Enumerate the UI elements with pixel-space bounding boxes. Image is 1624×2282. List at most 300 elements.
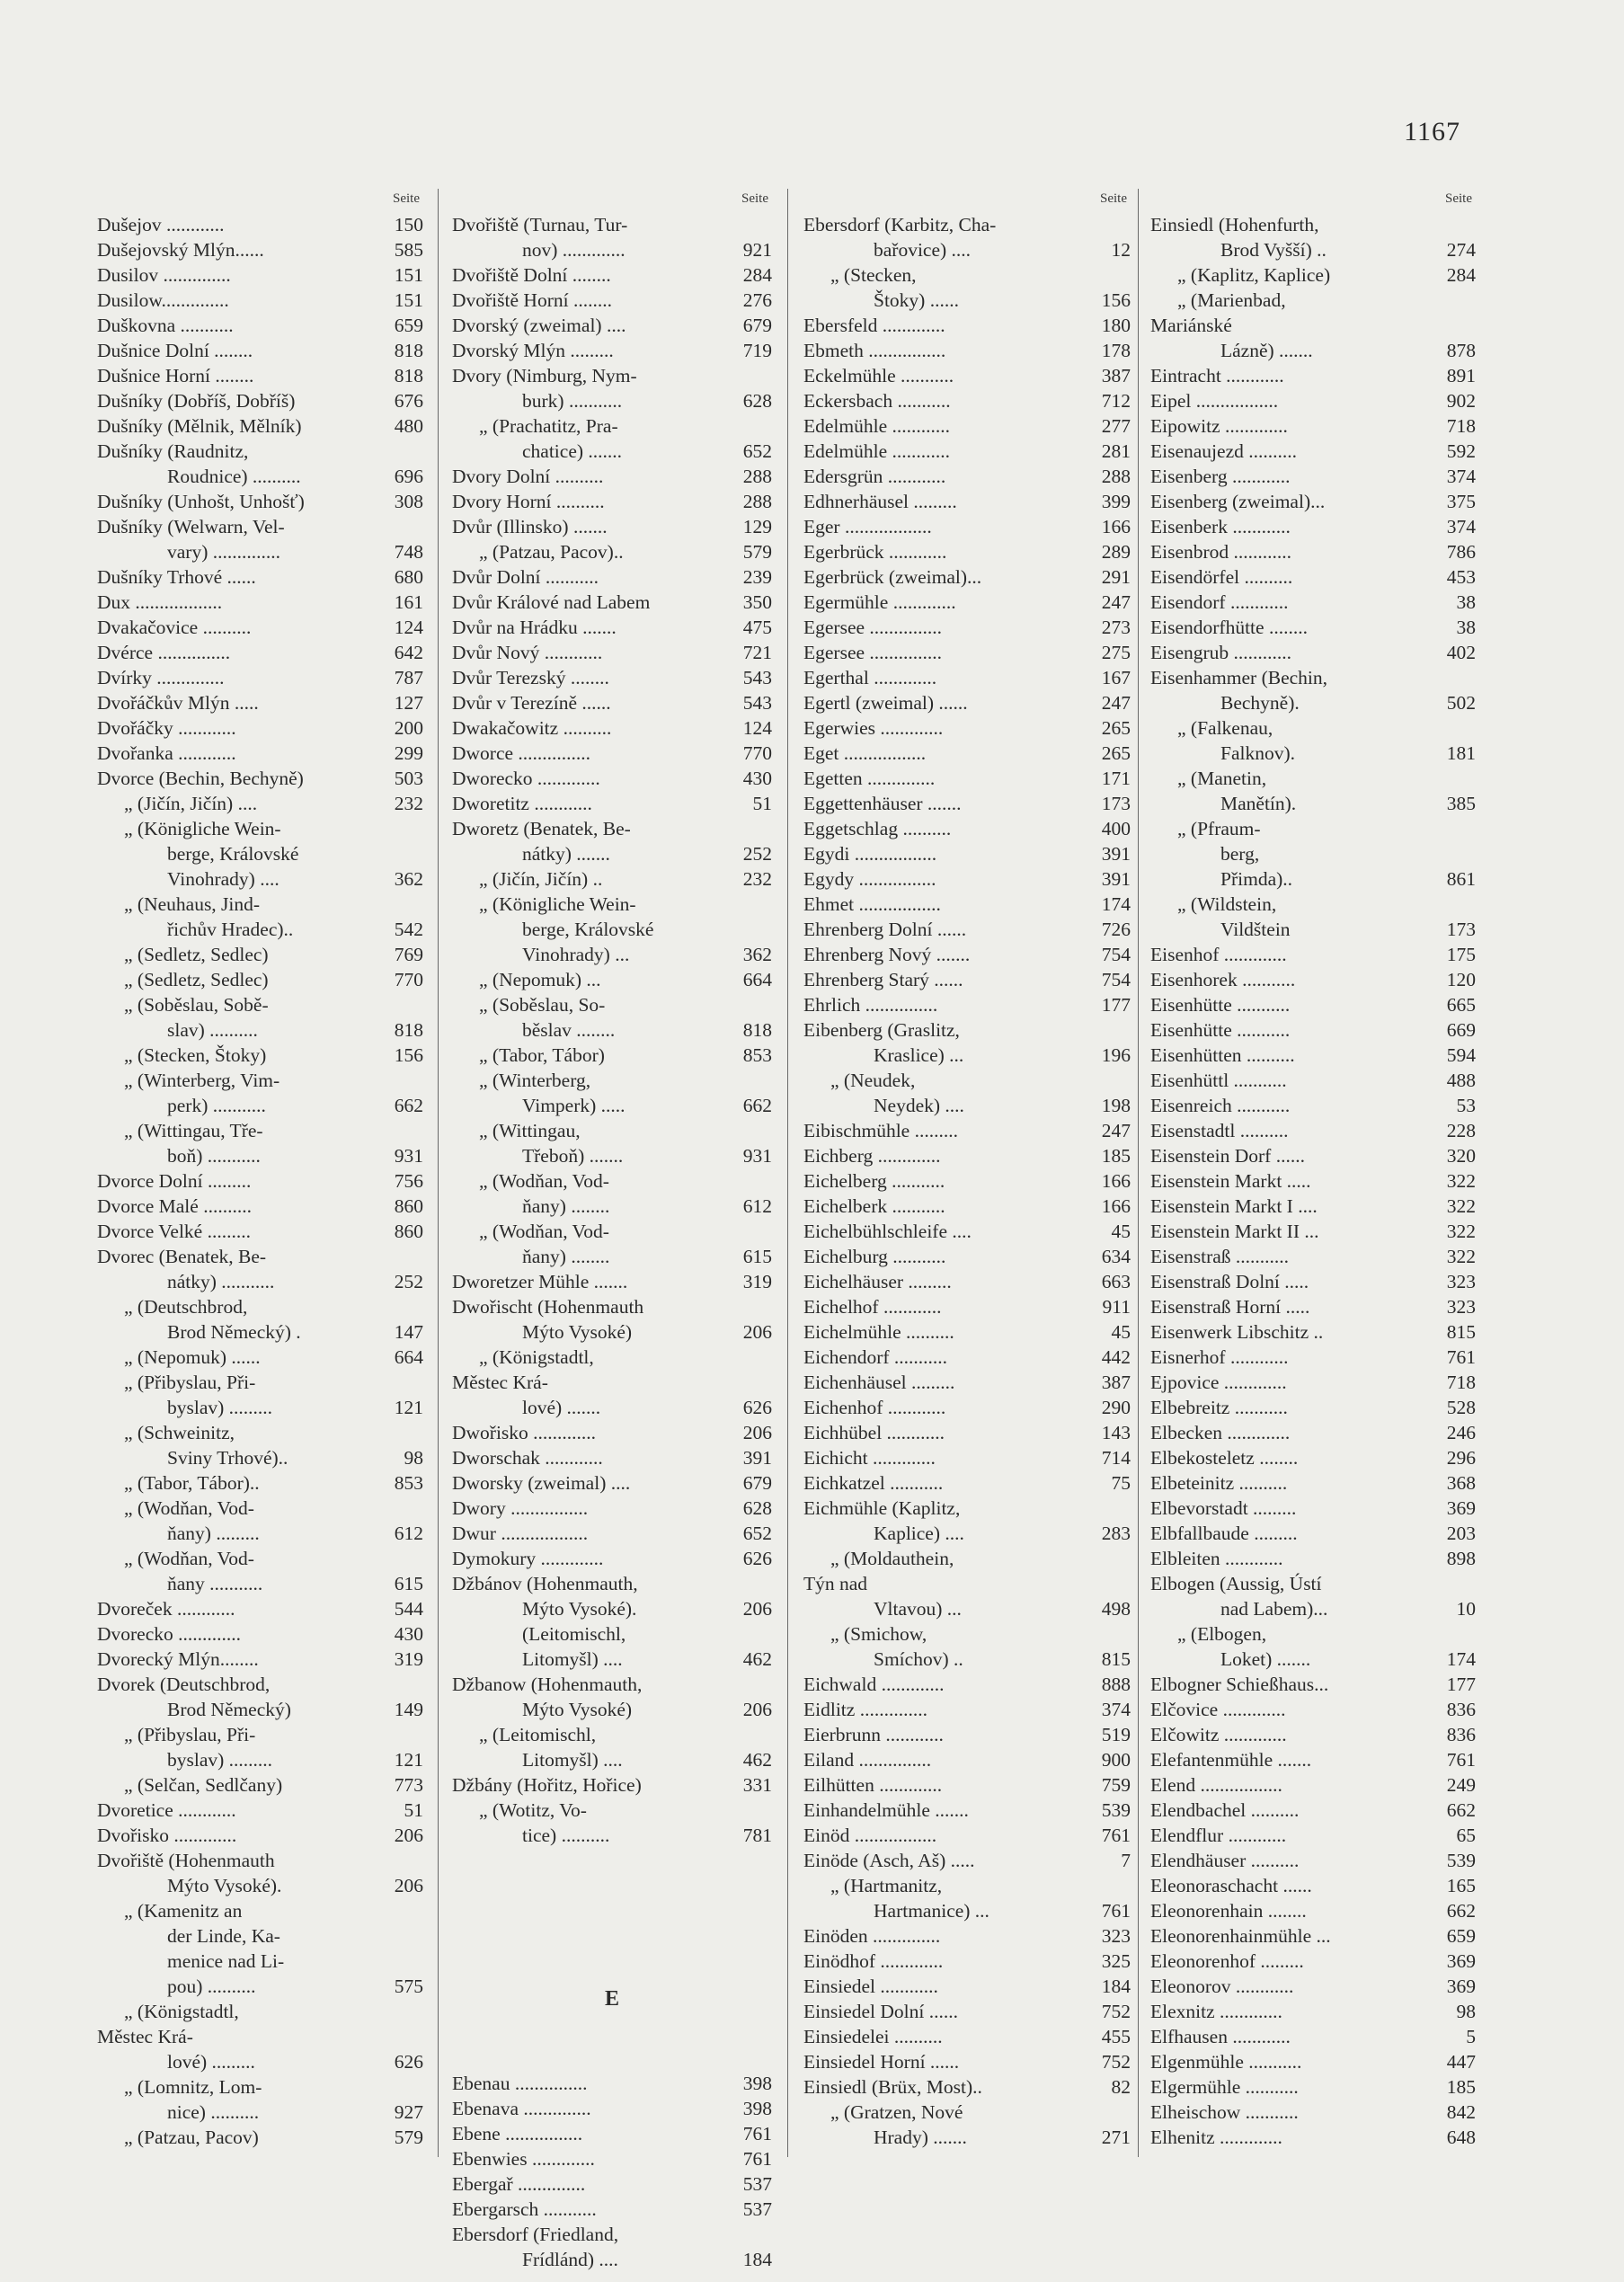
index-entry [452, 2071, 772, 2096]
entry-page: 200 [394, 717, 423, 739]
entry-name: Egerwies ............. [803, 717, 944, 739]
entry-page: 249 [1446, 1774, 1476, 1796]
entry-page: 198 [1101, 1095, 1131, 1116]
index-entry [803, 1974, 1131, 1999]
entry-name: Dux .................. [97, 591, 223, 613]
entry-name: Dvoretice ............ [97, 1799, 236, 1821]
entry-name: Eisenstein Markt ..... [1150, 1170, 1311, 1192]
index-entry [452, 2121, 772, 2146]
index-entry [1150, 564, 1476, 590]
entry-page: 323 [1446, 1271, 1476, 1292]
entry-name: Dvůr Králové nad Labem [452, 591, 651, 613]
entry-name: Eichelburg ........... [803, 1246, 946, 1267]
entry-name: Dvořáčky ............ [97, 717, 236, 739]
entry-name: Dušníky (Mělnik, Mělník) [97, 415, 302, 437]
entry-name: „ (Wotitz, Vo- [479, 1799, 587, 1821]
index-entry [1150, 514, 1476, 539]
entry-page: 284 [742, 264, 772, 286]
entry-page: 519 [1101, 1724, 1131, 1745]
index-entry [1150, 2125, 1476, 2150]
index-entry [803, 363, 1131, 388]
entry-name: „ (Kaplitz, Kaplice) [1177, 264, 1331, 286]
entry-page: 626 [394, 2051, 423, 2073]
index-entry [1150, 539, 1476, 564]
entry-page: 544 [394, 1598, 423, 1620]
entry-name: Elbekosteletz ........ [1150, 1447, 1299, 1469]
entry-list [1150, 212, 1476, 2150]
entry-page: 442 [1101, 1346, 1131, 1368]
entry-page: 124 [394, 617, 423, 638]
index-entry [1150, 1999, 1476, 2024]
index-entry [452, 1420, 772, 1445]
entry-name: Dvakačovice .......... [97, 617, 252, 638]
entry-page: 149 [394, 1699, 423, 1720]
index-entry [452, 2171, 772, 2197]
entry-name: Hartmanice) ... [874, 1900, 989, 1922]
index-entry [97, 313, 423, 338]
entry-page: 206 [742, 1422, 772, 1443]
index-entry [803, 766, 1131, 791]
index-entry [803, 2100, 1131, 2125]
index-entry [97, 1269, 423, 1294]
index-entry [452, 1571, 772, 1596]
entry-name: Vinohrady) .... [167, 868, 280, 890]
entry-name: Dvůr Dolní ........... [452, 566, 599, 588]
index-entry [1150, 2074, 1476, 2100]
entry-page: 679 [742, 315, 772, 336]
entry-name: Einsiedl (Hohenfurth, [1150, 214, 1319, 235]
entry-name: Eisenreich ........... [1150, 1095, 1291, 1116]
index-entry [452, 1697, 772, 1722]
entry-name: Dwakačowitz .......... [452, 717, 612, 739]
entry-name: Eintracht ............ [1150, 365, 1284, 386]
entry-page: 543 [742, 667, 772, 688]
entry-name: Ebergař .............. [452, 2173, 586, 2195]
entry-name: Eleonoraschacht ...... [1150, 1875, 1312, 1896]
index-entry [452, 313, 772, 338]
entry-page: 659 [394, 315, 423, 336]
entry-page: 53 [1456, 1095, 1476, 1116]
index-entry [803, 1118, 1131, 1143]
index-entry [97, 1596, 423, 1621]
entry-page: 5 [1466, 2026, 1476, 2047]
entry-name: Elendhäuser .......... [1150, 1850, 1300, 1871]
entry-name: Dvoreček ............ [97, 1598, 235, 1620]
index-entry [803, 514, 1131, 539]
entry-name: Třeboň) ....... [522, 1145, 624, 1167]
entry-page: 579 [742, 541, 772, 563]
entry-name: Dworsky (zweimal) .... [452, 1472, 631, 1494]
entry-name: „ (Přibyslau, Při- [124, 1724, 256, 1745]
column-divider [787, 189, 788, 2157]
entry-page: 761 [742, 2148, 772, 2170]
entry-page: 369 [1446, 1950, 1476, 1972]
index-entry [803, 1571, 1131, 1596]
entry-name: „ (Tabor, Tábor).. [124, 1472, 260, 1494]
entry-page: 288 [1101, 466, 1131, 487]
entry-page: 325 [1101, 1950, 1131, 1972]
index-entry [452, 1823, 772, 1848]
index-entry [1150, 1823, 1476, 1848]
index-entry [803, 539, 1131, 564]
index-entry [452, 1319, 772, 1345]
index-entry [97, 1194, 423, 1219]
index-entry [97, 413, 423, 439]
entry-name: Eckelmühle ........... [803, 365, 954, 386]
index-entry [97, 992, 423, 1017]
entry-page: 752 [1101, 2051, 1131, 2073]
index-entry [1150, 1345, 1476, 1370]
entry-name: Dvůr na Hrádku ....... [452, 617, 617, 638]
index-entry [452, 1672, 772, 1697]
index-entry [1150, 1093, 1476, 1118]
entry-list [452, 212, 772, 2272]
entry-page: 662 [1446, 1900, 1476, 1922]
entry-name: Dvorce Velké ......... [97, 1221, 251, 1242]
entry-page: 308 [394, 491, 423, 512]
section-gap [452, 1848, 772, 1945]
entry-name: Einöde (Asch, Aš) ..... [803, 1850, 975, 1871]
index-entry [452, 766, 772, 791]
column-divider [1138, 189, 1139, 2157]
entry-page: 206 [742, 1321, 772, 1343]
entry-name: Eichicht ............. [803, 1447, 936, 1469]
index-entry [97, 338, 423, 363]
entry-name: Eleonorenhof ......... [1150, 1950, 1304, 1972]
entry-name: „ (Wittingau, [479, 1120, 581, 1141]
entry-page: 752 [1101, 2001, 1131, 2022]
index-entry [97, 1345, 423, 1370]
index-entry [1150, 288, 1476, 313]
entry-page: 98 [404, 1447, 423, 1469]
entry-page: 836 [1446, 1724, 1476, 1745]
entry-page: 121 [394, 1397, 423, 1418]
entry-page: 196 [1101, 1044, 1131, 1066]
entry-name: „ (Neudek, [830, 1070, 916, 1091]
index-entry [97, 388, 423, 413]
entry-name: Ebersdorf (Karbitz, Cha- [803, 214, 997, 235]
entry-name: ňany ........... [167, 1573, 263, 1594]
entry-page: 362 [742, 944, 772, 965]
index-entry [1150, 992, 1476, 1017]
entry-page: 323 [1101, 1925, 1131, 1947]
entry-page: 781 [742, 1825, 772, 1846]
index-entry [97, 2100, 423, 2125]
entry-name: Přimda).. [1220, 868, 1293, 890]
entry-name: Džbány (Hořitz, Hořice) [452, 1774, 642, 1796]
entry-page: 177 [1101, 994, 1131, 1016]
entry-page: 398 [742, 2073, 772, 2094]
entry-page: 51 [404, 1799, 423, 1821]
index-entry [97, 892, 423, 917]
entry-name: Dvorský Mlýn ......... [452, 340, 614, 361]
entry-name: berg, [1220, 843, 1260, 865]
entry-name: der Linde, Ka- [167, 1925, 280, 1947]
entry-name: Einsiedelei .......... [803, 2026, 943, 2047]
entry-name: „ (Wittingau, Tře- [124, 1120, 263, 1141]
index-entry [452, 262, 772, 288]
entry-name: Dušníky (Dobříš, Dobříš) [97, 390, 296, 412]
entry-page: 626 [742, 1397, 772, 1418]
entry-page: 773 [394, 1774, 423, 1796]
entry-name: Vinohrady) ... [522, 944, 630, 965]
entry-name: Dvory (Nimburg, Nym- [452, 365, 637, 386]
entry-name: Eger .................. [803, 516, 932, 537]
entry-page: 151 [394, 289, 423, 311]
entry-name: Dvorec (Benatek, Be- [97, 1246, 267, 1267]
entry-page: 679 [742, 1472, 772, 1494]
index-entry [97, 1143, 423, 1168]
entry-name: Eichhübel ............ [803, 1422, 945, 1443]
entry-name: Dworetitz ............ [452, 793, 592, 814]
index-entry [1150, 2049, 1476, 2074]
entry-page: 719 [742, 340, 772, 361]
entry-name: Einöd ................. [803, 1825, 937, 1846]
entry-page: 761 [1446, 1346, 1476, 1368]
entry-name: Ebenwies ............. [452, 2148, 595, 2170]
index-entry [97, 514, 423, 539]
index-entry [1150, 1571, 1476, 1596]
entry-page: 615 [394, 1573, 423, 1594]
index-entry [1150, 338, 1476, 363]
entry-name: Eichberg ............. [803, 1145, 941, 1167]
entry-name: Dvory Horní .......... [452, 491, 605, 512]
index-entry [1150, 1747, 1476, 1772]
index-entry [452, 1521, 772, 1546]
index-entry [1150, 212, 1476, 237]
entry-page: 185 [1101, 1145, 1131, 1167]
entry-name: Eisenstraß ........... [1150, 1246, 1290, 1267]
index-entry [452, 338, 772, 363]
entry-name: Elbeteinitz .......... [1150, 1472, 1288, 1494]
entry-name: Edelmühle ............ [803, 415, 951, 437]
index-entry [1150, 640, 1476, 665]
entry-name: Edersgrün ............ [803, 466, 946, 487]
entry-page: 663 [1101, 1271, 1131, 1292]
index-entry [803, 1521, 1131, 1546]
entry-name: Eisenhütten .......... [1150, 1044, 1295, 1066]
entry-name: Eisenstein Markt I .... [1150, 1195, 1318, 1217]
index-entry [97, 615, 423, 640]
index-entry [97, 1017, 423, 1043]
entry-name: Eichelhäuser ......... [803, 1271, 952, 1292]
entry-name: Eipel ................. [1150, 390, 1279, 412]
entry-page: 659 [1446, 1925, 1476, 1947]
entry-name: Dvorce Dolní ......... [97, 1170, 252, 1192]
index-entry [452, 1445, 772, 1470]
entry-name: Dušejovský Mlýn...... [97, 239, 264, 261]
entry-name: „ (Nepomuk) ... [479, 969, 601, 990]
entry-name: Eierbrunn ............ [803, 1724, 944, 1745]
index-entry [803, 1294, 1131, 1319]
index-entry [803, 1772, 1131, 1798]
entry-page: 769 [394, 944, 423, 965]
seite-header: Seite [741, 191, 768, 206]
entry-page: 878 [1446, 340, 1476, 361]
entry-name: Edelmühle ............ [803, 440, 951, 462]
entry-name: Dvůr v Terezíně ...... [452, 692, 611, 714]
entry-name: Eisenwerk Libschitz .. [1150, 1321, 1324, 1343]
index-entry [97, 2049, 423, 2074]
entry-name: Hrady) ....... [874, 2127, 967, 2148]
entry-name: Elendflur ............ [1150, 1825, 1287, 1846]
entry-name: Ehmet ................. [803, 893, 941, 915]
entry-page: 167 [1101, 667, 1131, 688]
entry-page: 815 [1101, 1648, 1131, 1670]
entry-name: Eichelberk ........... [803, 1195, 945, 1217]
entry-page: 180 [1101, 315, 1131, 336]
entry-page: 718 [1446, 1372, 1476, 1393]
entry-page: 147 [394, 1321, 423, 1343]
index-entry [803, 439, 1131, 464]
index-entry [1150, 1370, 1476, 1395]
index-entry [452, 1294, 772, 1319]
index-entry [97, 2125, 423, 2150]
entry-name: „ (Hartmanitz, [830, 1875, 943, 1896]
entry-name: Elexnitz ............. [1150, 2001, 1282, 2022]
index-entry [452, 1017, 772, 1043]
entry-page: 539 [1446, 1850, 1476, 1871]
entry-name: Eisenaujezd .......... [1150, 440, 1297, 462]
index-entry [803, 841, 1131, 866]
entry-name: Egersee ............... [803, 617, 943, 638]
entry-name: Mýto Vysoké). [522, 1598, 637, 1620]
entry-name: Eleonorov ............ [1150, 1976, 1294, 1997]
index-entry [97, 1521, 423, 1546]
index-entry [803, 2125, 1131, 2150]
entry-page: 786 [1446, 541, 1476, 563]
entry-page: 502 [1446, 692, 1476, 714]
entry-page: 283 [1101, 1523, 1131, 1544]
entry-page: 721 [742, 642, 772, 663]
entry-page: 754 [1101, 969, 1131, 990]
index-entry [452, 1194, 772, 1219]
index-entry [97, 1546, 423, 1571]
index-entry [803, 615, 1131, 640]
index-entry [803, 1143, 1131, 1168]
index-entry [97, 665, 423, 690]
index-entry [452, 665, 772, 690]
entry-name: Dwořisko ............. [452, 1422, 597, 1443]
entry-name: Týn nad [803, 1573, 868, 1594]
index-entry [803, 1194, 1131, 1219]
entry-page: 761 [742, 2123, 772, 2144]
index-entry [803, 791, 1131, 816]
entry-page: 184 [1101, 1976, 1131, 1997]
index-entry [452, 1798, 772, 1823]
index-entry [452, 413, 772, 439]
index-entry [803, 1546, 1131, 1571]
entry-page: 626 [742, 1548, 772, 1569]
entry-name: Dušnice Dolní ........ [97, 340, 253, 361]
entry-name: Eisenberk ............ [1150, 516, 1291, 537]
index-entry [452, 464, 772, 489]
entry-name: Dušejov ............ [97, 214, 225, 235]
entry-page: 385 [1446, 793, 1476, 814]
entry-name: Litomyšl) .... [522, 1648, 623, 1670]
entry-page: 748 [394, 541, 423, 563]
entry-page: 759 [1101, 1774, 1131, 1796]
entry-name: Eidlitz .............. [803, 1699, 927, 1720]
entry-name: Elendbachel .......... [1150, 1799, 1300, 1821]
entry-name: Eget ................. [803, 742, 927, 764]
entry-page: 374 [1446, 516, 1476, 537]
entry-name: Einsiedl (Brüx, Most).. [803, 2076, 982, 2098]
entry-name: Dvorecký Mlýn........ [97, 1648, 259, 1670]
entry-page: 634 [1101, 1246, 1131, 1267]
entry-name: Eggettenhäuser ....... [803, 793, 962, 814]
index-entry [803, 388, 1131, 413]
entry-page: 174 [1446, 1648, 1476, 1670]
entry-page: 320 [1446, 1145, 1476, 1167]
entry-page: 265 [1101, 742, 1131, 764]
index-entry [452, 2146, 772, 2171]
index-entry [452, 237, 772, 262]
index-entry [97, 816, 423, 841]
section-letter: E [604, 1987, 619, 2011]
entry-name: Ehrlich ............... [803, 994, 938, 1016]
entry-name: Džbánov (Hohenmauth, [452, 1573, 638, 1594]
entry-page: 662 [1446, 1799, 1476, 1821]
index-entry [452, 1219, 772, 1244]
entry-page: 927 [394, 2101, 423, 2123]
index-entry [803, 665, 1131, 690]
entry-page: 177 [1446, 1674, 1476, 1695]
entry-name: „ (Königstadtl, [124, 2001, 239, 2022]
index-entry [1150, 741, 1476, 766]
entry-name: „ (Wodňan, Vod- [479, 1221, 609, 1242]
entry-page: 931 [394, 1145, 423, 1167]
entry-name: „ (Falkenau, [1177, 717, 1273, 739]
entry-page: 665 [1446, 994, 1476, 1016]
entry-page: 289 [1101, 541, 1131, 563]
entry-name: Eichelbühlschleife .... [803, 1221, 972, 1242]
entry-page: 712 [1101, 390, 1131, 412]
index-entry [803, 1898, 1131, 1923]
index-entry [97, 539, 423, 564]
entry-page: 818 [394, 365, 423, 386]
entry-page: 539 [1101, 1799, 1131, 1821]
entry-page: 350 [742, 591, 772, 613]
entry-name: Dušníky (Unhošt, Unhošť) [97, 491, 305, 512]
entry-name: Dvůr Terezský ........ [452, 667, 609, 688]
index-entry [97, 1319, 423, 1345]
entry-name: Eichendorf ........... [803, 1346, 948, 1368]
entry-name: Dvůr Nový ............ [452, 642, 603, 663]
entry-page: 181 [1446, 742, 1476, 764]
entry-name: „ (Jičín, Jičín) .... [124, 793, 258, 814]
entry-page: 323 [1446, 1296, 1476, 1318]
entry-name: Mýto Vysoké). [167, 1875, 282, 1896]
entry-page: 331 [742, 1774, 772, 1796]
entry-page: 156 [394, 1044, 423, 1066]
entry-name: nad Labem)... [1220, 1598, 1328, 1620]
index-entry [452, 1470, 772, 1496]
entry-page: 888 [1101, 1674, 1131, 1695]
entry-page: 642 [394, 642, 423, 663]
entry-name: „ (Prachatitz, Pra- [479, 415, 618, 437]
index-entry [1150, 1521, 1476, 1546]
entry-name: Ebenau ............... [452, 2073, 588, 2094]
index-entry [1150, 1772, 1476, 1798]
entry-name: Sviny Trhové).. [167, 1447, 288, 1469]
entry-page: 12 [1111, 239, 1131, 261]
index-entry [803, 1470, 1131, 1496]
entry-page: 662 [742, 1095, 772, 1116]
index-entry [803, 212, 1131, 237]
entry-page: 143 [1101, 1422, 1131, 1443]
index-entry [803, 741, 1131, 766]
